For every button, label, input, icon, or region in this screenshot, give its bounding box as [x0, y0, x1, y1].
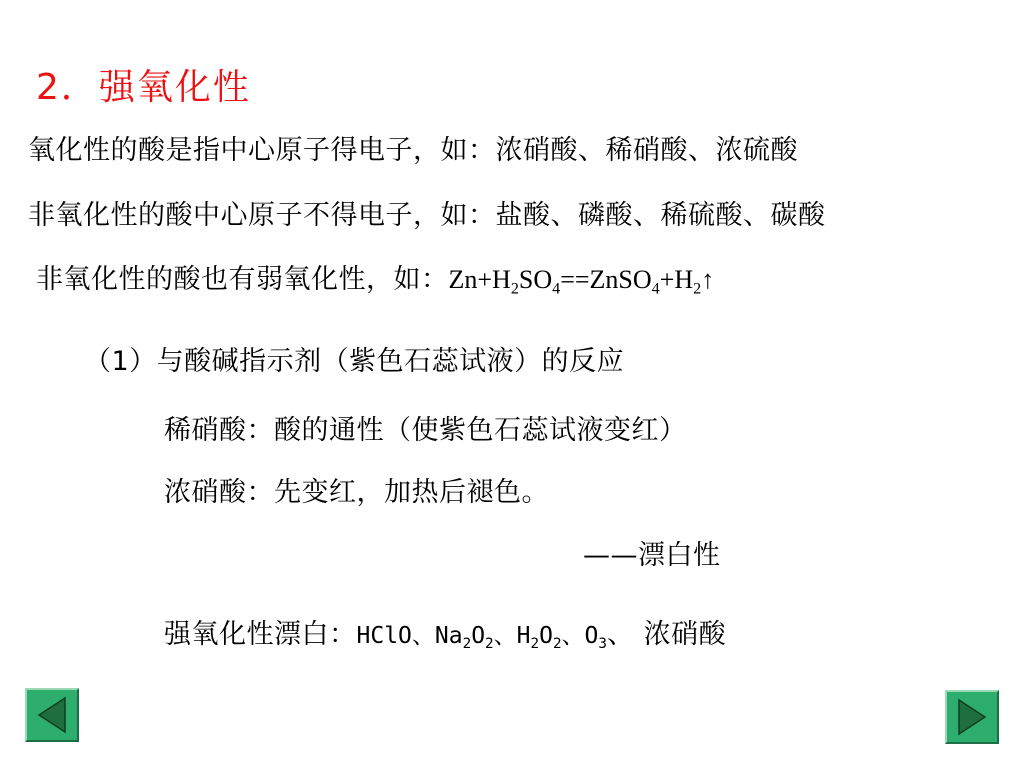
- bleaching-agents-label: 强氧化性漂白：: [164, 619, 357, 650]
- section-indicator-reaction: （1）与酸碱指示剂（紫色石蕊试液）的反应: [84, 346, 625, 377]
- bleaching-agents-tail: 、 浓硝酸: [607, 619, 727, 650]
- weak-oxidizing-text: 非氧化性的酸也有弱氧化性，如：: [36, 264, 449, 295]
- bleaching-agents-formulas: HClO、$Na_2O_2$、$H_2O_2$、$O_3$: [356, 623, 607, 652]
- bleaching-note: ——漂白性: [583, 540, 721, 571]
- bleaching-agents-line: [164, 617, 726, 654]
- concentrated-nitric-acid-line: 浓硝酸：先变红，加热后褪色。: [164, 477, 549, 508]
- triangle-left-icon: [27, 690, 77, 740]
- previous-slide-button[interactable]: [25, 688, 79, 742]
- oxidizing-acid-line: 氧化性的酸是指中心原子得电子，如：浓硝酸、稀硝酸、浓硫酸: [28, 135, 798, 166]
- slide-title: 2．强氧化性: [36, 67, 251, 108]
- zinc-reaction-equation: $Zn+H_2SO_4==ZnSO_4+H_2↑$: [448, 265, 715, 298]
- non-oxidizing-acid-line: 非氧化性的酸中心原子不得电子，如：盐酸、磷酸、稀硫酸、碳酸: [28, 200, 826, 231]
- triangle-right-icon: [947, 692, 997, 742]
- dilute-nitric-acid-line: 稀硝酸：酸的通性（使紫色石蕊试液变红）: [164, 415, 687, 446]
- next-slide-button[interactable]: [945, 690, 999, 744]
- weak-oxidizing-line: [36, 262, 714, 298]
